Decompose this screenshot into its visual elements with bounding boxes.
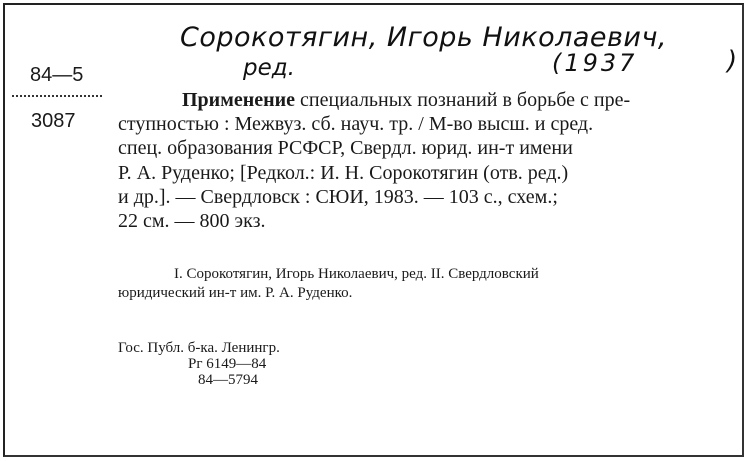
call-number-bottom: 3087 — [31, 110, 76, 132]
stamp-line-1: Гос. Публ. б-ка. Ленингр. — [118, 340, 280, 356]
tracings — [118, 265, 724, 303]
call-number-top: 84—5 — [30, 64, 84, 86]
entry-line-6: 22 см. — 800 экз. — [118, 210, 266, 233]
handwritten-author-name: Сорокотягин, Игорь Николаевич, — [180, 22, 667, 53]
handwritten-close-paren: ) — [727, 46, 738, 76]
call-number-divider — [12, 95, 102, 97]
handwritten-year: (1937 — [552, 49, 638, 77]
bibliographic-entry — [118, 88, 724, 233]
entry-line-4: Р. А. Руденко; [Редкол.: И. Н. Сорокотягин (отв. ред.) — [118, 161, 569, 184]
handwritten-role: ред. — [243, 55, 295, 81]
stamp-line-2: Рг 6149—84 — [188, 356, 267, 372]
tracing-line-1: I. Сорокотягин, Игорь Николаевич, ред. II. Свердловский — [174, 266, 539, 282]
entry-title-word: Применение — [182, 89, 296, 111]
library-stamp — [118, 340, 280, 388]
entry-line-2: ступностью : Межвуз. сб. науч. тр. / М-во высш. и сред. — [118, 113, 594, 136]
entry-line-3: спец. образования РСФСР, Свердл. юрид. ин-т имени — [118, 137, 573, 160]
entry-line-1-rest: специальных познаний в борьбе с пре- — [295, 89, 631, 111]
tracing-line-2: юридический ин-т им. Р. А. Руденко. — [118, 285, 353, 301]
entry-line-5: и др.]. — Свердловск : СЮИ, 1983. — 103 с., схем.; — [118, 185, 558, 208]
entry-line-1 — [118, 88, 724, 112]
stamp-line-3: 84—5794 — [198, 372, 258, 388]
